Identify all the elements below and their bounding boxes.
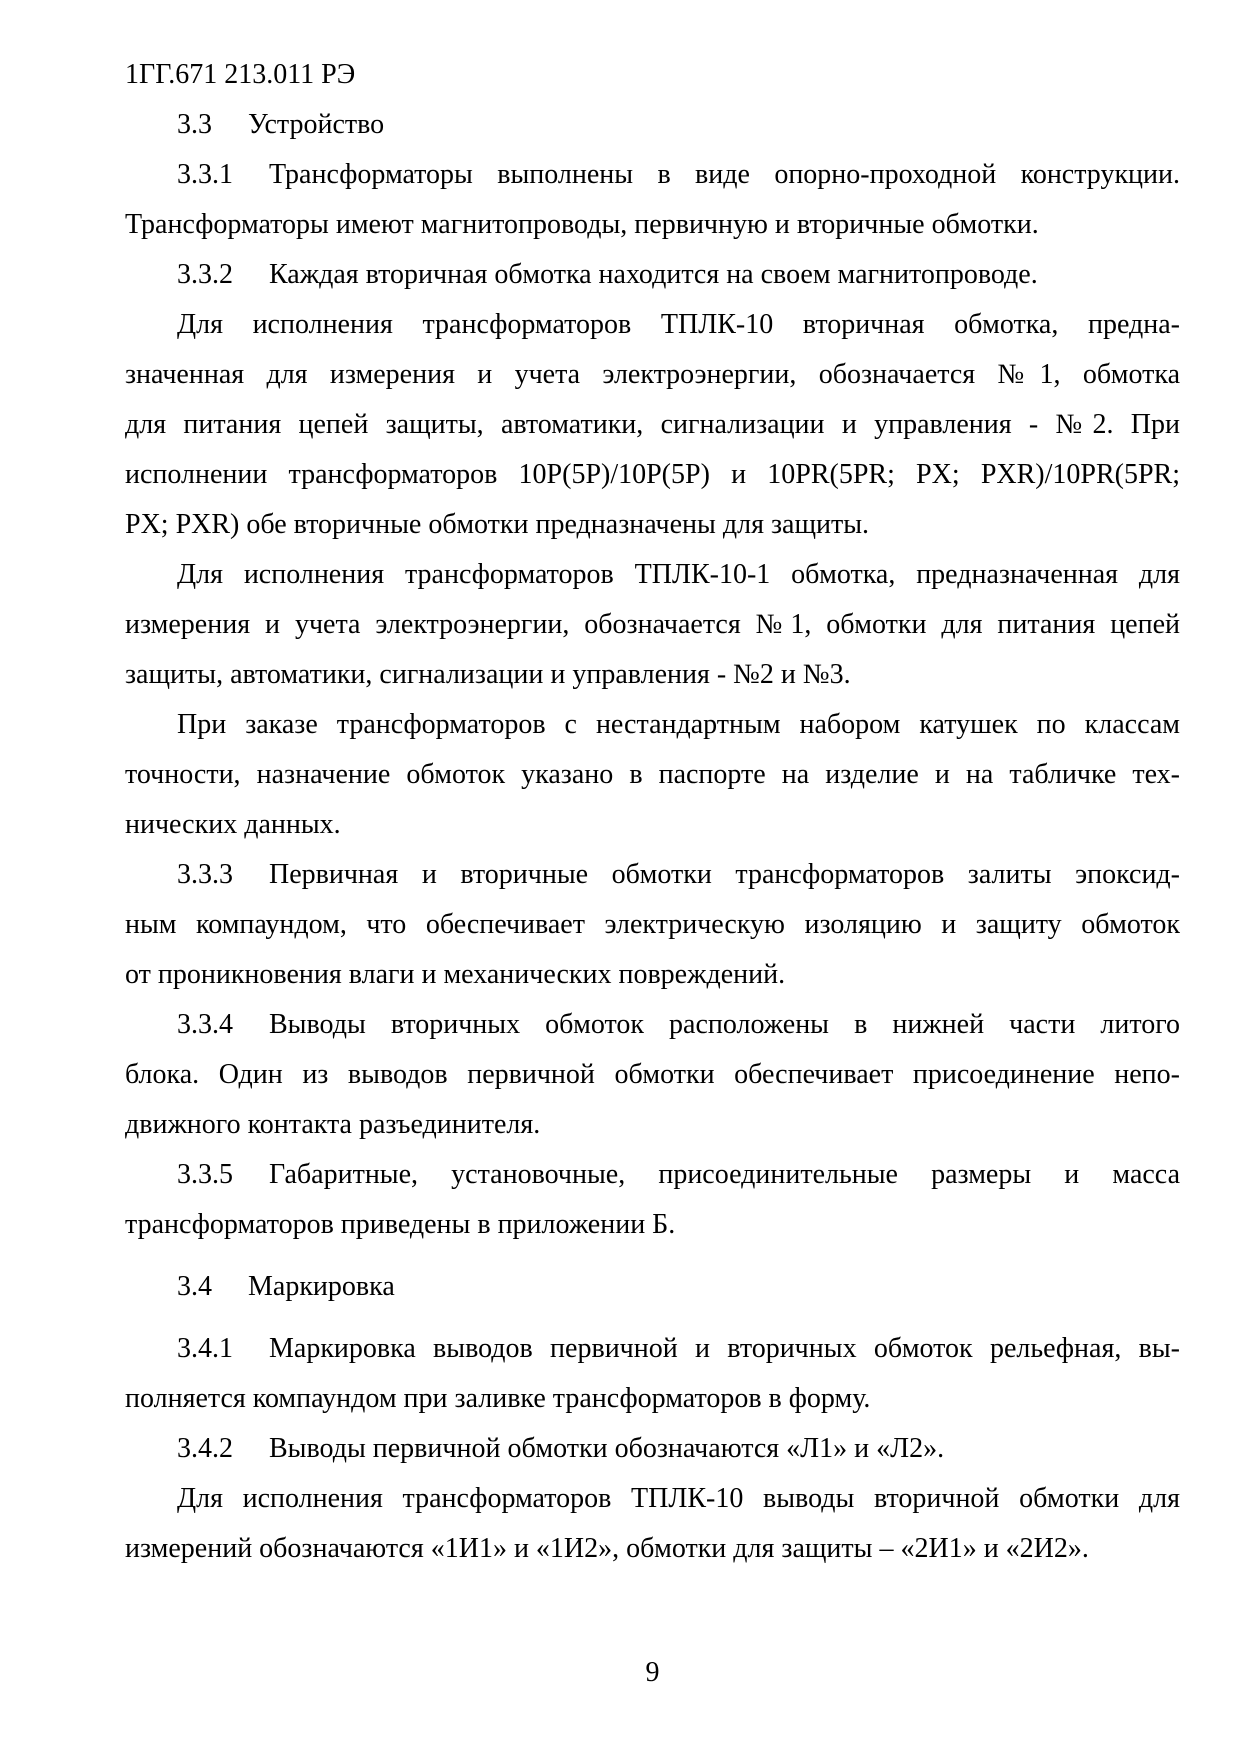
text-line: блока. Один из выводов первичной обмотки обеспечивает присоединение непо- [125,1059,1180,1090]
text-line: 3.3.4 Выводы вторичных обмоток расположены в нижней части литого [177,1009,1180,1040]
text-line: При заказе трансформаторов с нестандартным набором катушек по классам [177,709,1180,740]
section-number: 3.3.1 [177,159,233,190]
text-line: точности, назначение обмоток указано в паспорте на изделие и на табличке тех- [125,759,1180,790]
page-content [125,50,1180,1574]
section-number: 3.4.1 [177,1333,233,1364]
text-line: 3.3.5 Габаритные, установочные, присоединительные размеры и масса [177,1159,1180,1190]
text-line: 3.3.1 Трансформаторы выполнены в виде опорно-проходной конструкции. [177,159,1180,190]
text-line: исполнении трансформаторов 10Р(5Р)/10Р(5Р) и 10PR(5PR; PX; PXR)/10PR(5PR; [125,459,1180,490]
document-code-header: 1ГГ.671 213.011 РЭ [125,59,356,90]
text-line: Для исполнения трансформаторов ТПЛК-10 вторичная обмотка, предна- [177,309,1180,340]
text-line: Для исполнения трансформаторов ТПЛК-10 выводы вторичной обмотки для [177,1483,1180,1514]
section-number: 3.4 [177,1271,212,1302]
section-number: 3.3 [177,109,212,140]
text-line: Для исполнения трансформаторов ТПЛК-10-1 обмотка, предназначенная для [177,559,1180,590]
section-number: 3.4.2 [177,1433,233,1464]
text-line: PX; PXR) обе вторичные обмотки предназначены для защиты. [125,509,870,540]
text-line: 3.4.2 Выводы первичной обмотки обозначаются «Л1» и «Л2». [177,1433,945,1464]
page-body [125,100,1180,1574]
section-heading: 3.4 Маркировка [177,1271,395,1302]
page-number: 9 [645,1657,660,1688]
text-line: от проникновения влаги и механических повреждений. [125,959,786,990]
text-line: измерений обозначаются «1И1» и «1И2», обмотки для защиты – «2И1» и «2И2». [125,1533,1089,1564]
text-line: 3.3.3 Первичная и вторичные обмотки трансформаторов залиты эпоксид- [177,859,1180,890]
text-line: значенная для измерения и учета электроэнергии, обозначается №1, обмотка [125,359,1180,390]
text-line: измерения и учета электроэнергии, обозначается №1, обмотки для питания цепей [125,609,1180,640]
section-number: 3.3.5 [177,1159,233,1190]
section-heading: 3.3 Устройство [177,109,385,140]
section-number: 3.3.4 [177,1009,233,1040]
text-line: ным компаундом, что обеспечивает электрическую изоляцию и защиту обмоток [125,909,1180,940]
section-number: 3.3.3 [177,859,233,890]
text-line: трансформаторов приведены в приложении Б. [125,1209,676,1240]
text-line: для питания цепей защиты, автоматики, сигнализации и управления - №2. При [125,409,1180,440]
section-number: 3.3.2 [177,259,233,290]
text-line: 3.4.1 Маркировка выводов первичной и вторичных обмоток рельефная, вы- [177,1333,1180,1364]
text-line: Трансформаторы имеют магнитопроводы, первичную и вторичные обмотки. [125,209,1039,240]
text-line: защиты, автоматики, сигнализации и управления - №2 и №3. [125,659,851,690]
text-line: нических данных. [125,809,341,840]
text-line: 3.3.2 Каждая вторичная обмотка находится на своем магнитопроводе. [177,259,1038,290]
text-line: движного контакта разъединителя. [125,1109,541,1140]
text-line: полняется компаундом при заливке трансформаторов в форму. [125,1383,871,1414]
